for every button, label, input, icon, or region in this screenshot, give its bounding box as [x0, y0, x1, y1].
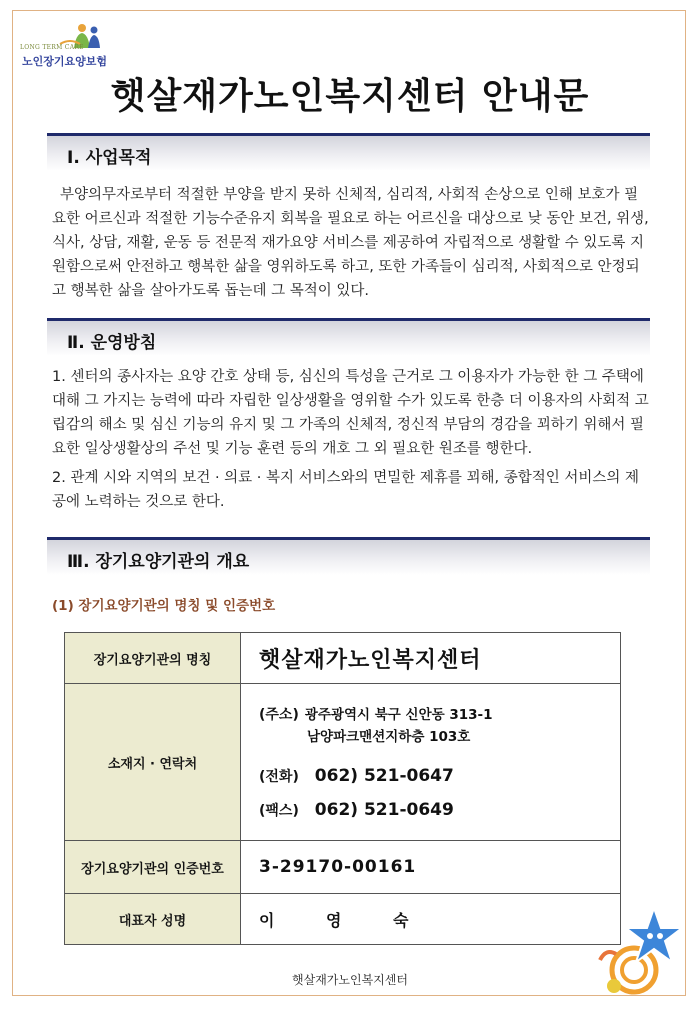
location-label: 소재지 · 연락처	[65, 684, 241, 841]
section-heading-text: Ⅱ. 운영방침	[67, 333, 157, 353]
fax-value: 062) 521-0649	[314, 800, 454, 820]
address-block	[259, 704, 620, 748]
representative-label: 대표자 성명	[65, 894, 241, 945]
page-title: 햇살재가노인복지센터 안내문	[110, 76, 590, 117]
table-row	[65, 684, 621, 841]
cert-number-value: 3-29170-00161	[241, 841, 621, 894]
phone-line	[259, 766, 620, 786]
overview-subheading: (1) 장기요양기관의 명칭 및 인증번호	[52, 598, 276, 614]
cert-label: 장기요양기관의 인증번호	[65, 841, 241, 894]
section-heading-text: Ⅰ. 사업목적	[67, 148, 152, 168]
address-line-1	[259, 704, 620, 726]
phone-tag: (전화)	[259, 769, 299, 785]
address-value-2: 남양파크맨션지하층 103호	[307, 729, 471, 745]
logo-text-ko: 노인장기요양보험	[22, 55, 108, 68]
section-heading-policy	[47, 318, 650, 356]
table-row	[65, 841, 621, 894]
phone-value: 062) 521-0647	[314, 766, 454, 786]
fax-tag: (팩스)	[259, 803, 299, 819]
policy-item-1: 1. 센터의 종사자는 요양 간호 상태 등, 심신의 특성을 근거로 그 이용자가 가능한 한 그 주택에 대해 그 가지는 능력에 따라 자립한 일상생활을 영위할 수가 있도록 한층 더 이용자의 사회적 고립감의 해소 및 심신 기능의 유지 및 그 가족의 신체적, 정신적 부담의 경감을 꾀하기 위해서 필요한 일상생활상의 주선 및 기능 훈련 등의 개호 그 외 필요한 원조를 행한다.	[52, 369, 649, 457]
location-cell	[241, 684, 621, 841]
representative-value: 이 영 숙	[241, 894, 621, 945]
section-heading-purpose	[47, 133, 650, 171]
section-heading-text: Ⅲ. 장기요양기관의 개요	[67, 552, 250, 572]
ltc-insurance-logo	[20, 22, 110, 72]
name-label: 장기요양기관의 명칭	[65, 633, 241, 684]
address-value-1: 광주광역시 북구 신안동 313-1	[304, 707, 493, 723]
fax-line	[259, 800, 620, 820]
logo-text-en: LONG TERM CARE	[20, 44, 84, 51]
facility-info-table	[64, 632, 621, 945]
facility-name-value: 햇살재가노인복지센터	[241, 633, 621, 684]
purpose-paragraph: 부양의무자로부터 적절한 부양을 받지 못하 신체적, 심리적, 사회적 손상으로 인해 보호가 필요한 어르신과 적절한 기능수준유지 회복을 필요로 하는 어르신을 대상으로 낮 동안 보건, 위생, 식사, 상담, 재활, 운동 등 전문적 재가요양 서비스를 제공하여 자립적으로 생활할 수 있도록 지원함으로써 안전하고 행복한 삶을 영위하도록 하고, 또한 가족들이 심리적, 사회적으로 안정되고 행복한 삶을 살아가도록 돕는데 그 목적이 있다.	[52, 187, 649, 299]
section-heading-overview	[47, 537, 650, 575]
address-tag: (주소)	[259, 707, 299, 723]
table-row	[65, 633, 621, 684]
policy-item-2: 2. 관계 시와 지역의 보건 · 의료 · 복지 서비스와의 면밀한 제휴를 꾀해, 종합적인 서비스의 제공에 노력하는 것으로 한다.	[52, 470, 640, 510]
table-row	[65, 894, 621, 945]
page-footer: 햇살재가노인복지센터	[292, 973, 408, 987]
